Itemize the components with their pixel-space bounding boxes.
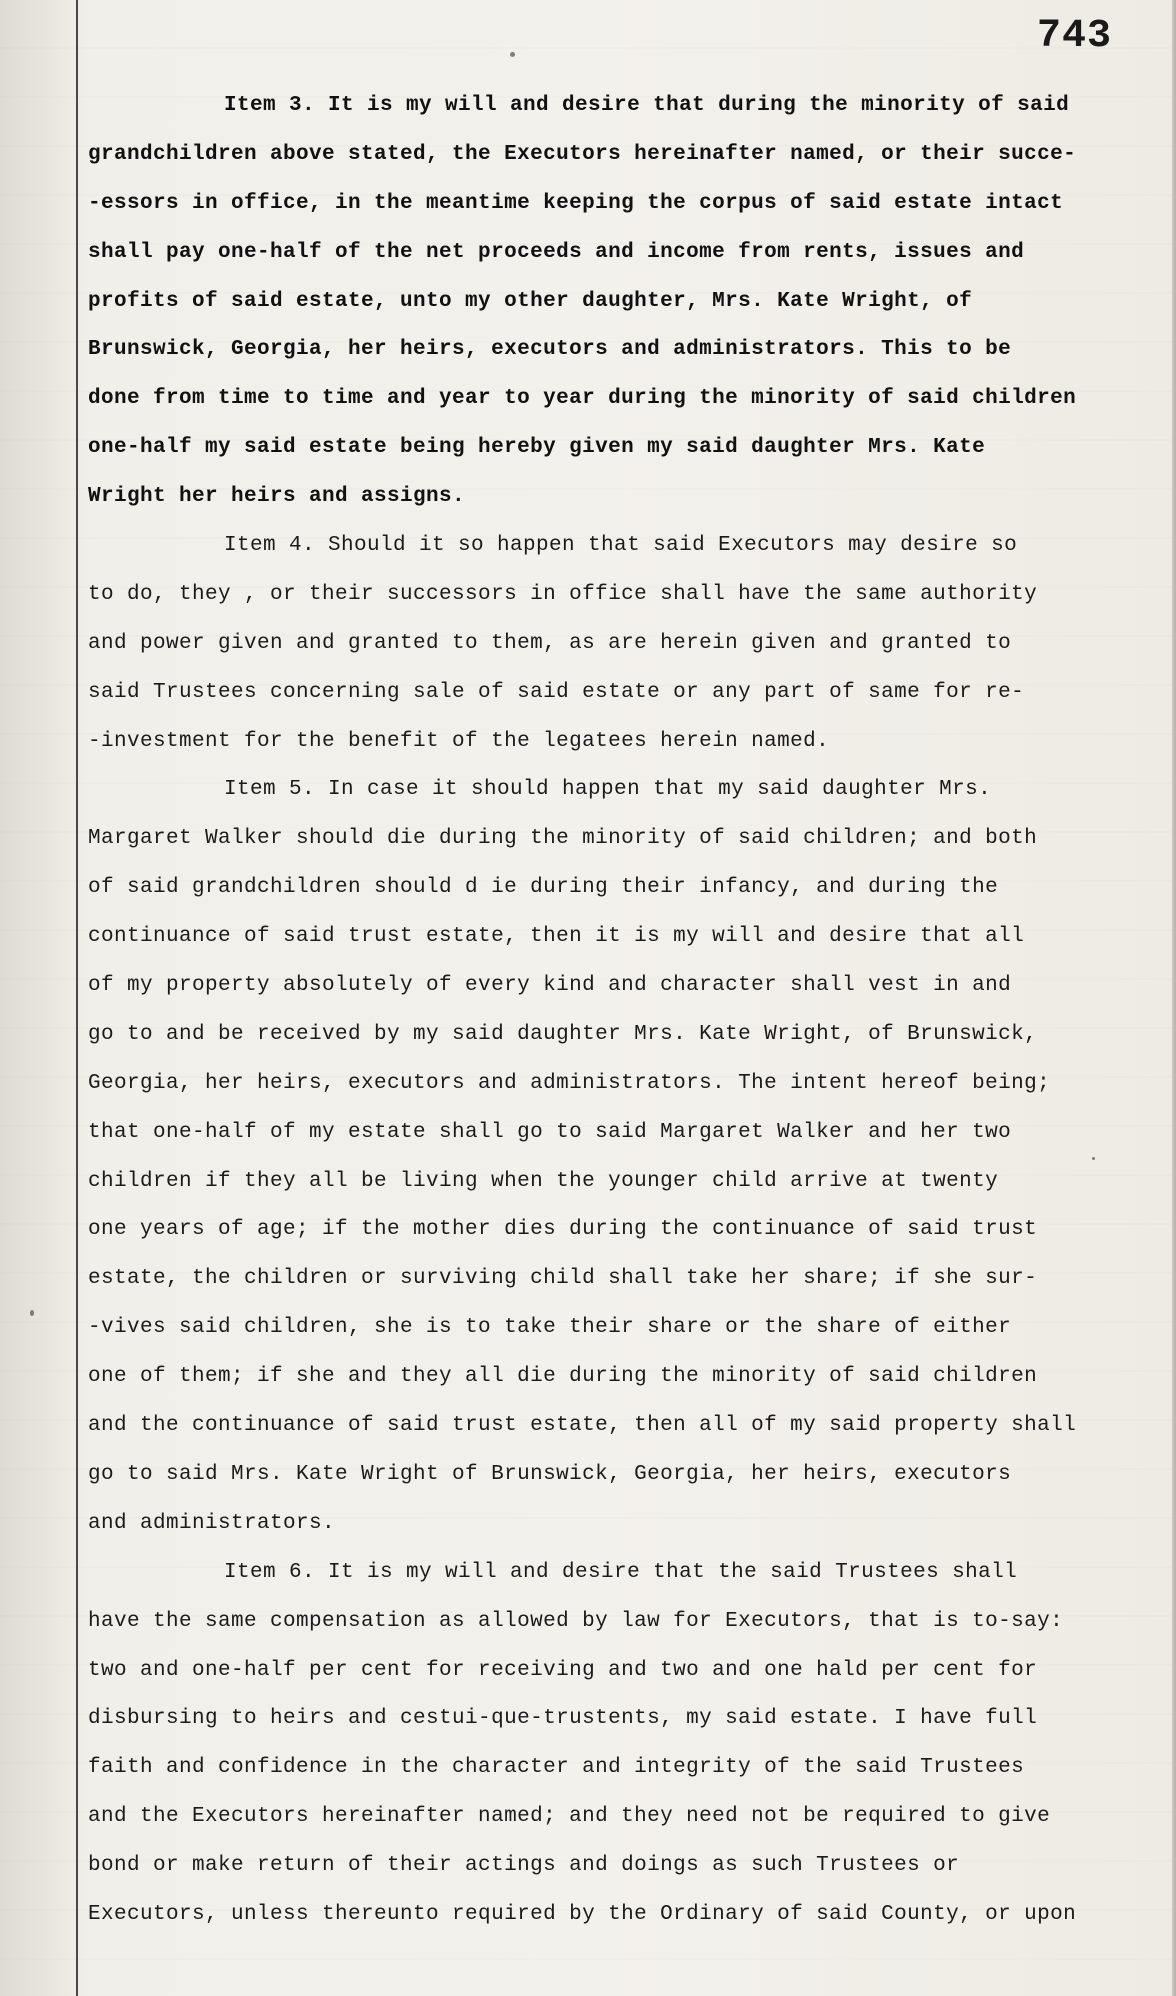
text-line: faith and confidence in the character and integrity of the said Trustees [88,1756,1025,1780]
text-line: -essors in office, in the meantime keeping the corpus of said estate intact [88,191,1064,215]
text-line: shall pay one-half of the net proceeds and income from rents, issues and [88,240,1025,264]
text-line: done from time to time and year to year during the minority of said children [88,387,1077,411]
text-line: and administrators. [88,1511,336,1535]
text-line: -vives said children, she is to take their share or the share of either [88,1316,1012,1340]
text-line: bond or make return of their actings and doings as such Trustees or [88,1854,960,1878]
text-line: grandchildren above stated, the Executors hereinafter named, or their succe- [88,142,1077,166]
text-line: one years of age; if the mother dies during the continuance of said trust [88,1218,1038,1242]
text-line: go to said Mrs. Kate Wright of Brunswick, Georgia, her heirs, executors [88,1462,1012,1486]
text-line: children if they all be living when the younger child arrive at twenty [88,1169,999,1193]
text-line: said Trustees concerning sale of said estate or any part of same for re- [88,680,1025,704]
text-line: -investment for the benefit of the legatees herein named. [88,729,830,753]
text-line: Executors, unless thereunto required by the Ordinary of said County, or upon [88,1902,1077,1926]
text-line: of said grandchildren should d ie during their infancy, and during the [88,876,999,900]
text-line: Item 5. In case it should happen that my said daughter Mrs. [224,778,992,802]
text-line: to do, they , or their successors in office shall have the same authority [88,582,1038,606]
text-line: one-half my said estate being hereby given my said daughter Mrs. Kate [88,436,986,460]
text-line: and power given and granted to them, as are herein given and granted to [88,631,1012,655]
text-line: of my property absolutely of every kind and character shall vest in and [88,974,1012,998]
page-edge [1172,0,1176,1996]
text-line: and the continuance of said trust estate, then all of my said property shall [88,1414,1077,1438]
text-line: that one-half of my estate shall go to said Margaret Walker and her two [88,1120,1012,1144]
text-line: Item 6. It is my will and desire that the said Trustees shall [224,1560,1018,1584]
page-number: 743 [1036,14,1112,59]
text-line: two and one-half per cent for receiving and two and one hald per cent for [88,1658,1038,1682]
text-line: one of them; if she and they all die during the minority of said children [88,1365,1038,1389]
text-line: go to and be received by my said daughter Mrs. Kate Wright, of Brunswick, [88,1022,1038,1046]
will-text-body [88,82,1128,1940]
text-line: estate, the children or surviving child shall take her share; if she sur- [88,1267,1038,1291]
text-line: and the Executors hereinafter named; and they need not be required to give [88,1805,1051,1829]
text-line: Margaret Walker should die during the minority of said children; and both [88,827,1038,851]
ink-speck [30,1310,34,1316]
text-line: Wright her heirs and assigns. [88,485,466,509]
text-line: disbursing to heirs and cestui-que-trustents, my said estate. I have full [88,1707,1038,1731]
text-line: Item 4. Should it so happen that said Executors may desire so [224,534,1018,558]
text-line: Georgia, her heirs, executors and administrators. The intent hereof being; [88,1071,1051,1095]
ink-speck [510,52,515,57]
text-line: profits of said estate, unto my other daughter, Mrs. Kate Wright, of [88,289,973,313]
text-line: continuance of said trust estate, then it is my will and desire that all [88,925,1025,949]
text-line: have the same compensation as allowed by law for Executors, that is to-say: [88,1609,1064,1633]
binding-margin-line [76,0,78,1996]
text-line: Item 3. It is my will and desire that during the minority of said [224,94,1070,117]
text-line: Brunswick, Georgia, her heirs, executors and administrators. This to be [88,338,1012,362]
